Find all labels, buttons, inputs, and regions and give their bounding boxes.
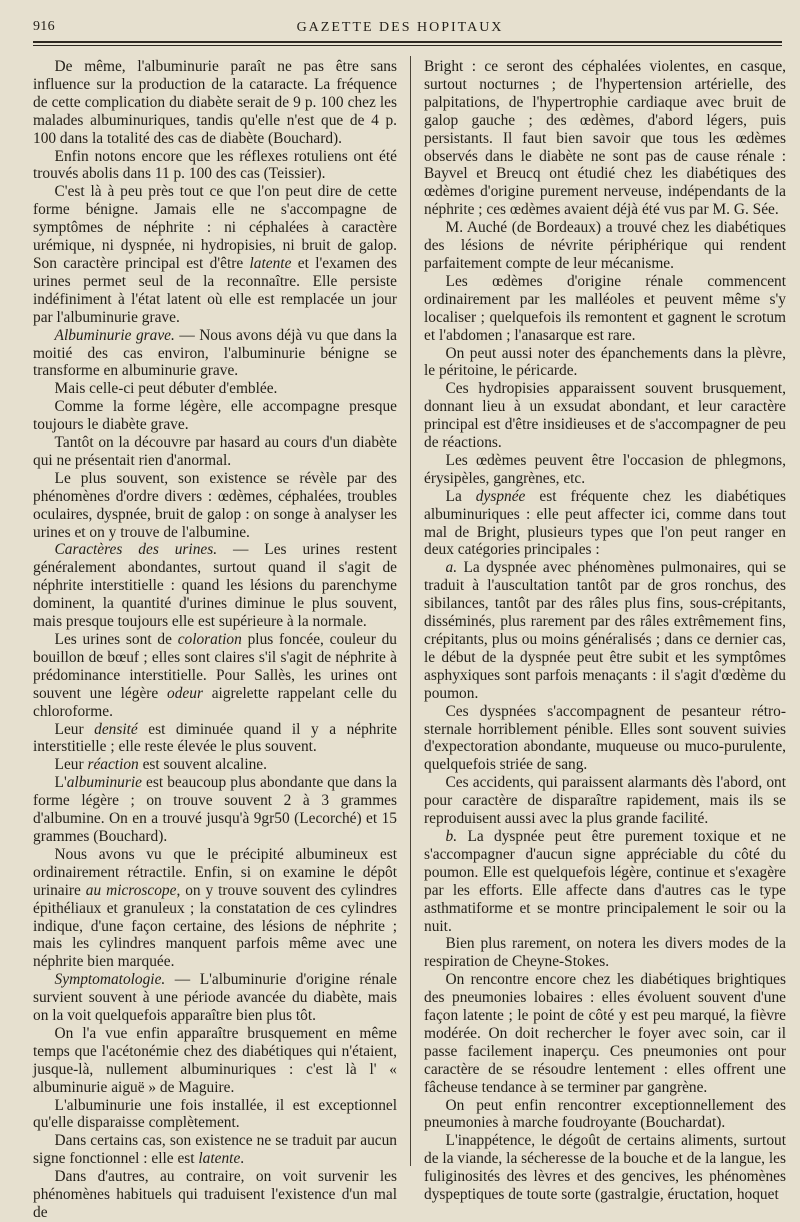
paragraph: Symptomatologie. — L'albuminurie d'origine rénale survient souvent à une période avancée du diabète, mais on la voit quelquefois apparaître bien plus tôt. — [33, 971, 397, 1025]
paragraph: Les urines sont de coloration plus foncée, couleur du bouillon de bœuf ; elles sont claires s'il s'agit de néphrite à prédominance interstitielle. Pour Sallès, les urines ont souvent une légère odeur aigrelette rappelant celle du chloroforme. — [33, 631, 397, 720]
left-column — [33, 58, 397, 1222]
paragraph: Ces hydropisies apparaissent souvent brusquement, donnant lieu à un exsudat abondant, et leur caractère principal est d'être insidieuses et de s'accompagner de peu de réactions. — [424, 380, 786, 452]
paragraph: Bright : ce seront des céphalées violentes, en casque, surtout nocturnes ; de l'hypertension artérielle, des palpitations, de l'hypertrophie cardiaque avec bruit de galop gauche ; des œdèmes, d'abord légers, puis persistants. Il faut bien savoir que tous les œdèmes observés dans le diabète ne sont pas de cause rénale : Bayvel et Breucq ont étudié chez les diabétiques des œdèmes d'origine purement nerveuse, indépendants de la néphrite ; ces œdèmes avaient déjà été vus par M. G. Sée. — [424, 58, 786, 219]
paragraph: La dyspnée est fréquente chez les diabétiques albuminuriques : elle peut affecter ici, comme dans tout mal de Bright, plusieurs types que l'on peut ranger en deux catégories principales : — [424, 487, 786, 559]
paragraph: On rencontre encore chez les diabétiques brightiques des pneumonies lobaires : elles évoluent souvent d'une façon latente ; le point de côté y est peu marqué, la fièvre modérée. On doit rechercher le foyer avec soin, car il passe facilement inaperçu. Ces pneumonies ont pour caractère de se résoudre lentement : elles offrent une fâcheuse tendance à se terminer par gangrène. — [424, 971, 786, 1096]
paragraph: L'inappétence, le dégoût de certains aliments, surtout de la viande, la sécheresse de la bouche et de la langue, les fuliginosités des lèvres et des gencives, les phénomènes dyspeptiques de toute sorte (gastralgie, éructation, hoquet — [424, 1132, 786, 1204]
italic-term: latente — [249, 254, 292, 272]
paragraph: a. La dyspnée avec phénomènes pulmonaires, qui se traduit à l'auscultation tantôt par de gros ronchus, des sibilances, tantôt par des râles plus fins, sous-crépitants, disséminés, plus rarement par des râles extrêmement fins, crépitants, plus ou moins généralisés ; dans ce dernier cas, le début de la dyspnée peut être subit et les symptômes asphyxiques sont parfois menaçants : il s'agit d'œdème du poumon. — [424, 559, 786, 702]
italic-term: a. — [445, 559, 458, 577]
paragraph: Bien plus rarement, on notera les divers modes de la respiration de Cheyne-Stokes. — [424, 935, 786, 971]
paragraph: Mais celle-ci peut débuter d'emblée. — [54, 380, 278, 398]
italic-term: Caractères des urines. — [54, 541, 218, 559]
paragraph: Caractères des urines. — Les urines restent généralement abondantes, surtout quand il s'agit de néphrite interstitielle : quand les lésions du parenchyme dominent, la quantité d'urines diminue le plus souvent, mais presque toujours elle est supérieure à la normale. — [33, 541, 398, 631]
page-number: 916 — [33, 19, 55, 34]
paragraph: De même, l'albuminurie paraît ne pas être sans influence sur la production de la cataracte. La fréquence de cette complication du diabète serait de 9 p. 100 chez les malades albuminuriques, tandis qu'elle n'est que de 4 p. 100 dans la totalité des cas de diabète (Bouchard). — [33, 58, 397, 147]
paragraph: Les œdèmes peuvent être l'occasion de phlegmons, érysipèles, gangrènes, etc. — [424, 451, 786, 487]
paragraph: Albuminurie grave. — Nous avons déjà vu que dans la moitié des cas environ, l'albuminurie bénigne se transforme en albuminurie grave. — [33, 326, 397, 380]
italic-term: albuminurie — [66, 774, 142, 792]
italic-term: Symptomatologie. — [54, 971, 166, 989]
italic-term: b. — [445, 827, 458, 845]
paragraph: Tantôt on la découvre par hasard au cours d'un diabète qui ne présentait rien d'anormal. — [33, 434, 397, 469]
journal-title: GAZETTE DES HOPITAUX — [296, 20, 504, 35]
header-rule-thin — [33, 45, 782, 46]
paragraph: Ces dyspnées s'accompagnent de pesanteur rétro-sternale horriblement pénible. Elles sont souvent suivies d'expectoration abondante, muqueuse ou muco-purulente, quelquefois striée de sang. — [424, 702, 786, 774]
italic-term: réaction — [87, 756, 139, 774]
paragraph: C'est là à peu près tout ce que l'on peut dire de cette forme bénigne. Jamais elle ne s'accompagne de symptômes de néphrite : ni céphalées à caractère urémique, ni dyspnée, ni hydropisies, ni bruit de galop. Son caractère principal est d'être latente et l'examen des urines permet seul de la reconnaître. Elle persiste indéfiniment à l'état latent où elle est remplacée un jour par l'albuminurie grave. — [33, 183, 397, 326]
paragraph: Leur densité est diminuée quand il y a néphrite interstitielle ; elle reste élevée le plus souvent. — [33, 720, 397, 756]
italic-term: Albuminurie grave. — [54, 326, 175, 344]
paragraph: b. La dyspnée peut être purement toxique et ne s'accompagner d'aucun signe appréciable du côté du poumon. Elle est quelquefois légère, continue et s'exagère par les efforts. Elle affecte dans d'autres cas le type asthmatiforme et se montre principalement le soir ou la nuit. — [424, 827, 786, 935]
italic-term: coloration — [177, 631, 242, 648]
header-rule — [33, 41, 782, 43]
paragraph: On peut enfin rencontrer exceptionnellement des pneumonies à marche foudroyante (Bouchardat). — [424, 1096, 786, 1132]
paragraph: Enfin notons encore que les réflexes rotuliens ont été trouvés abolis dans 11 p. 100 des cas (Teissier). — [33, 147, 397, 183]
paragraph: On l'a vue enfin apparaître brusquement en même temps que l'acétonémie chez des diabétiques qui n'étaient, jusque-là, nullement albuminuriques : c'est là l' « albuminurie aiguë » de Maguire. — [33, 1024, 397, 1096]
paragraph: Nous avons vu que le précipité albumineux est ordinairement rétractile. Enfin, si on examine le dépôt urinaire au microscope, on y trouve souvent des cylindres épithéliaux et granuleux ; la constatation de ces cylindres indique, d'une façon certaine, des lésions de néphrite ; mais les cylindres manquent parfois même avec une néphrite bien marquée. — [33, 845, 398, 971]
paragraph: Dans d'autres, au contraire, on voit survenir les phénomènes habituels qui traduisent l'existence d'un mal de — [33, 1168, 397, 1221]
right-column — [424, 58, 786, 1204]
paragraph: L'albuminurie une fois installée, il est exceptionnel qu'elle disparaisse complètement. — [33, 1096, 397, 1132]
paragraph: Le plus souvent, son existence se révèle par des phénomènes d'ordre divers : œdèmes, céphalées, troubles oculaires, dyspnée, bruit de galop : on songe à analyser les urines et on y trouve de l'albumine. — [33, 469, 397, 541]
paragraph: Ces accidents, qui paraissent alarmants dès l'abord, ont pour caractère de disparaître rapidement, mais ils se reproduisent aussi avec la plus grande facilité. — [424, 774, 786, 828]
italic-term: odeur — [167, 684, 203, 702]
paragraph: M. Auché (de Bordeaux) a trouvé chez les diabétiques des lésions de névrite périphérique qui rendent parfaitement compte de leur mécanisme. — [424, 219, 786, 272]
paragraph: Leur réaction est souvent alcaline. — [54, 756, 267, 774]
italic-term: latente — [198, 1150, 241, 1168]
paragraph: Dans certains cas, son existence ne se traduit par aucun signe fonctionnel : elle est latente. — [33, 1132, 397, 1168]
paragraph: L'albuminurie est beaucoup plus abondante que dans la forme légère ; on trouve souvent 2 à 3 grammes d'albumine. On en a trouvé jusqu'à 9gr50 (Lecorché) et 15 grammes (Bouchard). — [33, 774, 397, 845]
paragraph: Les œdèmes d'origine rénale commencent ordinairement par les malléoles et peuvent même s'y localiser ; quelquefois ils remontent et gagnent le scrotum et l'abdomen ; l'anasarque est rare. — [424, 272, 786, 344]
paragraph: Comme la forme légère, elle accompagne presque toujours le diabète grave. — [33, 398, 397, 434]
italic-term: au microscope — [85, 881, 177, 899]
paragraph: On peut aussi noter des épanchements dans la plèvre, le péritoine, le péricarde. — [424, 344, 786, 380]
column-divider — [410, 56, 411, 1166]
italic-term: dyspnée — [475, 487, 526, 505]
italic-term: densité — [94, 720, 138, 738]
